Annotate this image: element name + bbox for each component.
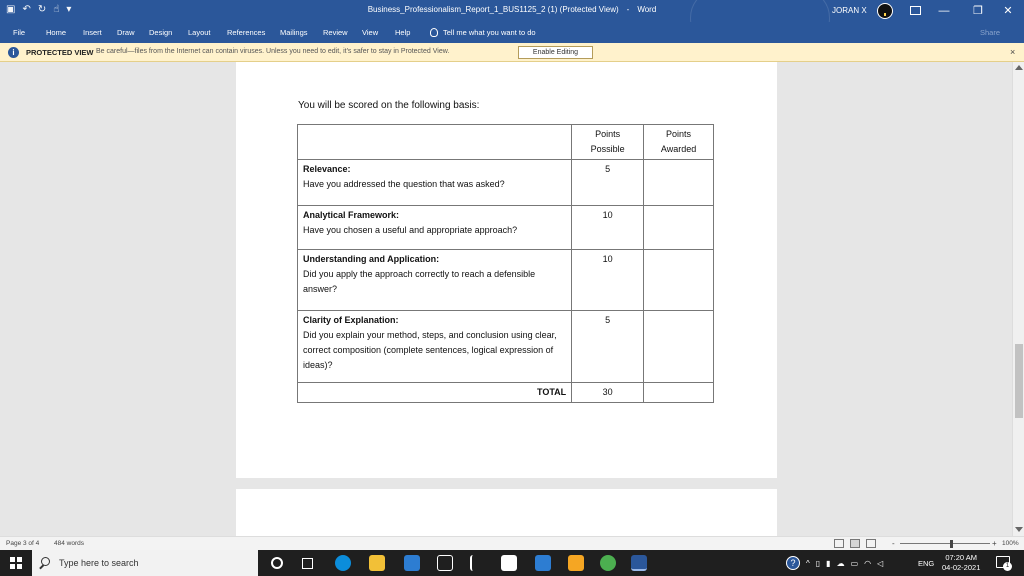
criterion-cell <box>298 311 572 383</box>
status-bar <box>0 536 1024 550</box>
criterion-title: Analytical Framework: <box>303 210 400 220</box>
ribbon-display-options-icon[interactable] <box>910 6 921 15</box>
clock-date: 04-02-2021 <box>942 563 981 572</box>
points-awarded-cell <box>644 250 714 311</box>
file-explorer-icon[interactable] <box>369 555 385 571</box>
zoom-slider[interactable] <box>900 543 990 544</box>
tab-layout[interactable]: Layout <box>188 28 211 37</box>
criterion-description: Have you chosen a useful and appropriate approach? <box>303 225 518 235</box>
title-bar <box>0 0 1024 22</box>
points-possible-cell: 5 <box>572 160 644 206</box>
web-layout-icon[interactable] <box>866 539 876 548</box>
close-button[interactable]: ✕ <box>1003 5 1013 17</box>
criterion-title: Clarity of Explanation: <box>303 315 399 325</box>
windows-start-icon[interactable] <box>10 557 22 569</box>
protected-view-message: Be careful—files from the Internet can contain viruses. Unless you need to edit, it's safer to stay in Protected View. <box>96 48 450 55</box>
onedrive-icon[interactable]: ☁ <box>836 558 845 568</box>
word-count[interactable]: 484 words <box>54 540 84 547</box>
input-language[interactable]: ENG <box>918 559 935 568</box>
table-row <box>298 160 714 206</box>
table-row <box>298 250 714 311</box>
scroll-up-icon[interactable] <box>1015 65 1023 70</box>
tab-review[interactable]: Review <box>323 28 348 37</box>
word-app-icon[interactable] <box>631 555 647 571</box>
points-awarded-header: Points Awarded <box>644 125 714 160</box>
show-hidden-icons-icon[interactable]: ^ <box>806 558 810 568</box>
customize-qat-icon[interactable]: ▾ <box>66 4 72 15</box>
share-button[interactable]: Share <box>980 28 1001 37</box>
criterion-description: Did you explain your method, steps, and conclusion using clear, correct composition (complete sentences, logical expression of ideas)? <box>303 330 557 370</box>
restore-button[interactable]: ❐ <box>973 5 983 17</box>
scoring-table <box>297 124 714 403</box>
next-document-page[interactable] <box>236 489 777 536</box>
criterion-title: Relevance: <box>303 164 351 174</box>
protected-view-bar <box>0 43 1024 62</box>
app-name: Word <box>637 5 657 14</box>
criterion-cell <box>298 160 572 206</box>
zoom-out-button[interactable]: - <box>892 539 895 548</box>
page-count[interactable]: Page 3 of 4 <box>6 540 40 547</box>
taskbar-search-box[interactable] <box>32 550 258 576</box>
help-icon[interactable]: ? <box>786 556 800 570</box>
edge-browser-icon[interactable] <box>335 555 351 571</box>
clock-time: 07:20 AM <box>945 553 978 562</box>
lightning-app-icon[interactable] <box>470 555 478 571</box>
points-awarded-cell <box>644 311 714 383</box>
user-name[interactable]: JORAN X <box>832 6 867 15</box>
total-points-cell: 30 <box>572 383 644 403</box>
tab-draw[interactable]: Draw <box>117 28 135 37</box>
points-awarded-cell <box>644 206 714 250</box>
points-possible-header: Points Possible <box>572 125 644 160</box>
enable-editing-button[interactable]: Enable Editing <box>518 46 593 59</box>
scrollbar-thumb[interactable] <box>1015 344 1023 418</box>
points-awarded-cell <box>644 160 714 206</box>
points-possible-cell: 10 <box>572 250 644 311</box>
tab-mailings[interactable]: Mailings <box>280 28 308 37</box>
redo-icon[interactable]: ↻ <box>37 4 47 15</box>
read-mode-icon[interactable] <box>834 539 844 548</box>
avatar[interactable] <box>877 3 893 19</box>
document-title <box>0 5 1024 14</box>
wifi-icon[interactable]: ◠ <box>864 558 872 568</box>
zoom-in-button[interactable]: + <box>992 539 997 548</box>
battery-icon[interactable]: ▭ <box>850 558 859 568</box>
minimize-button[interactable]: — <box>938 5 950 17</box>
undo-icon[interactable]: ↶ <box>22 4 31 15</box>
tab-file[interactable]: File <box>13 28 26 37</box>
vertical-scrollbar[interactable] <box>1012 62 1024 536</box>
table-row <box>298 206 714 250</box>
windows-taskbar <box>0 550 1024 576</box>
dropbox-icon[interactable] <box>437 555 453 571</box>
shield-info-icon: i <box>8 47 19 58</box>
print-layout-icon[interactable] <box>850 539 860 548</box>
points-possible-cell: 5 <box>572 311 644 383</box>
title-separator: - <box>626 5 630 14</box>
tab-help[interactable]: Help <box>395 28 411 37</box>
shopping-bag-icon[interactable] <box>501 555 517 571</box>
tab-insert[interactable]: Insert <box>83 28 102 37</box>
criterion-title: Understanding and Application: <box>303 254 440 264</box>
store-icon[interactable] <box>404 555 420 571</box>
device-icon[interactable]: ▯ <box>815 558 821 568</box>
protected-view-close-icon[interactable]: × <box>1010 47 1016 57</box>
usb-icon[interactable]: ▮ <box>826 558 831 568</box>
lightbulb-icon <box>430 28 438 37</box>
tab-view[interactable]: View <box>362 28 379 37</box>
tell-me-label: Tell me what you want to do <box>443 28 536 37</box>
tab-design[interactable]: Design <box>149 28 173 37</box>
intro-text: You will be scored on the following basis: <box>298 100 480 111</box>
notification-count-badge: 1 <box>1003 562 1012 571</box>
total-awarded-cell <box>644 383 714 403</box>
system-clock[interactable] <box>942 553 980 573</box>
system-tray <box>786 556 883 570</box>
search-placeholder: Type here to search <box>59 558 139 568</box>
zoom-level[interactable]: 100% <box>1002 540 1019 547</box>
total-label: TOTAL <box>298 383 572 403</box>
cortana-icon[interactable] <box>271 557 283 569</box>
table-header-cell <box>298 125 572 160</box>
chrome-icon[interactable] <box>600 555 616 571</box>
table-header-row <box>298 125 714 160</box>
sticky-notes-icon[interactable] <box>568 555 584 571</box>
view-switcher <box>834 539 876 548</box>
table-row <box>298 311 714 383</box>
search-icon <box>41 557 50 566</box>
touch-mode-icon[interactable]: ☝ <box>53 4 60 15</box>
task-view-icon[interactable] <box>302 558 313 569</box>
tell-me-search[interactable] <box>430 28 536 37</box>
document-area[interactable] <box>0 62 1012 536</box>
document-page[interactable] <box>236 62 777 478</box>
save-icon[interactable]: ▣ <box>6 4 16 15</box>
zoom-slider-thumb[interactable] <box>950 540 953 548</box>
table-total-row <box>298 383 714 403</box>
document-name: Business_Professionalism_Report_1_BUS1125_2 (1) (Protected View) <box>367 5 619 14</box>
volume-icon[interactable]: ◁ <box>877 558 884 568</box>
protected-view-label: PROTECTED VIEW <box>26 48 94 57</box>
scroll-down-icon[interactable] <box>1015 527 1023 532</box>
criterion-description: Did you apply the approach correctly to reach a defensible answer? <box>303 269 536 294</box>
mail-icon[interactable] <box>535 555 551 571</box>
ribbon-tabs <box>0 22 1024 43</box>
criterion-cell <box>298 206 572 250</box>
points-possible-cell: 10 <box>572 206 644 250</box>
criterion-cell <box>298 250 572 311</box>
tab-references[interactable]: References <box>227 28 266 37</box>
tab-home[interactable]: Home <box>46 28 67 37</box>
criterion-description: Have you addressed the question that was asked? <box>303 179 505 189</box>
